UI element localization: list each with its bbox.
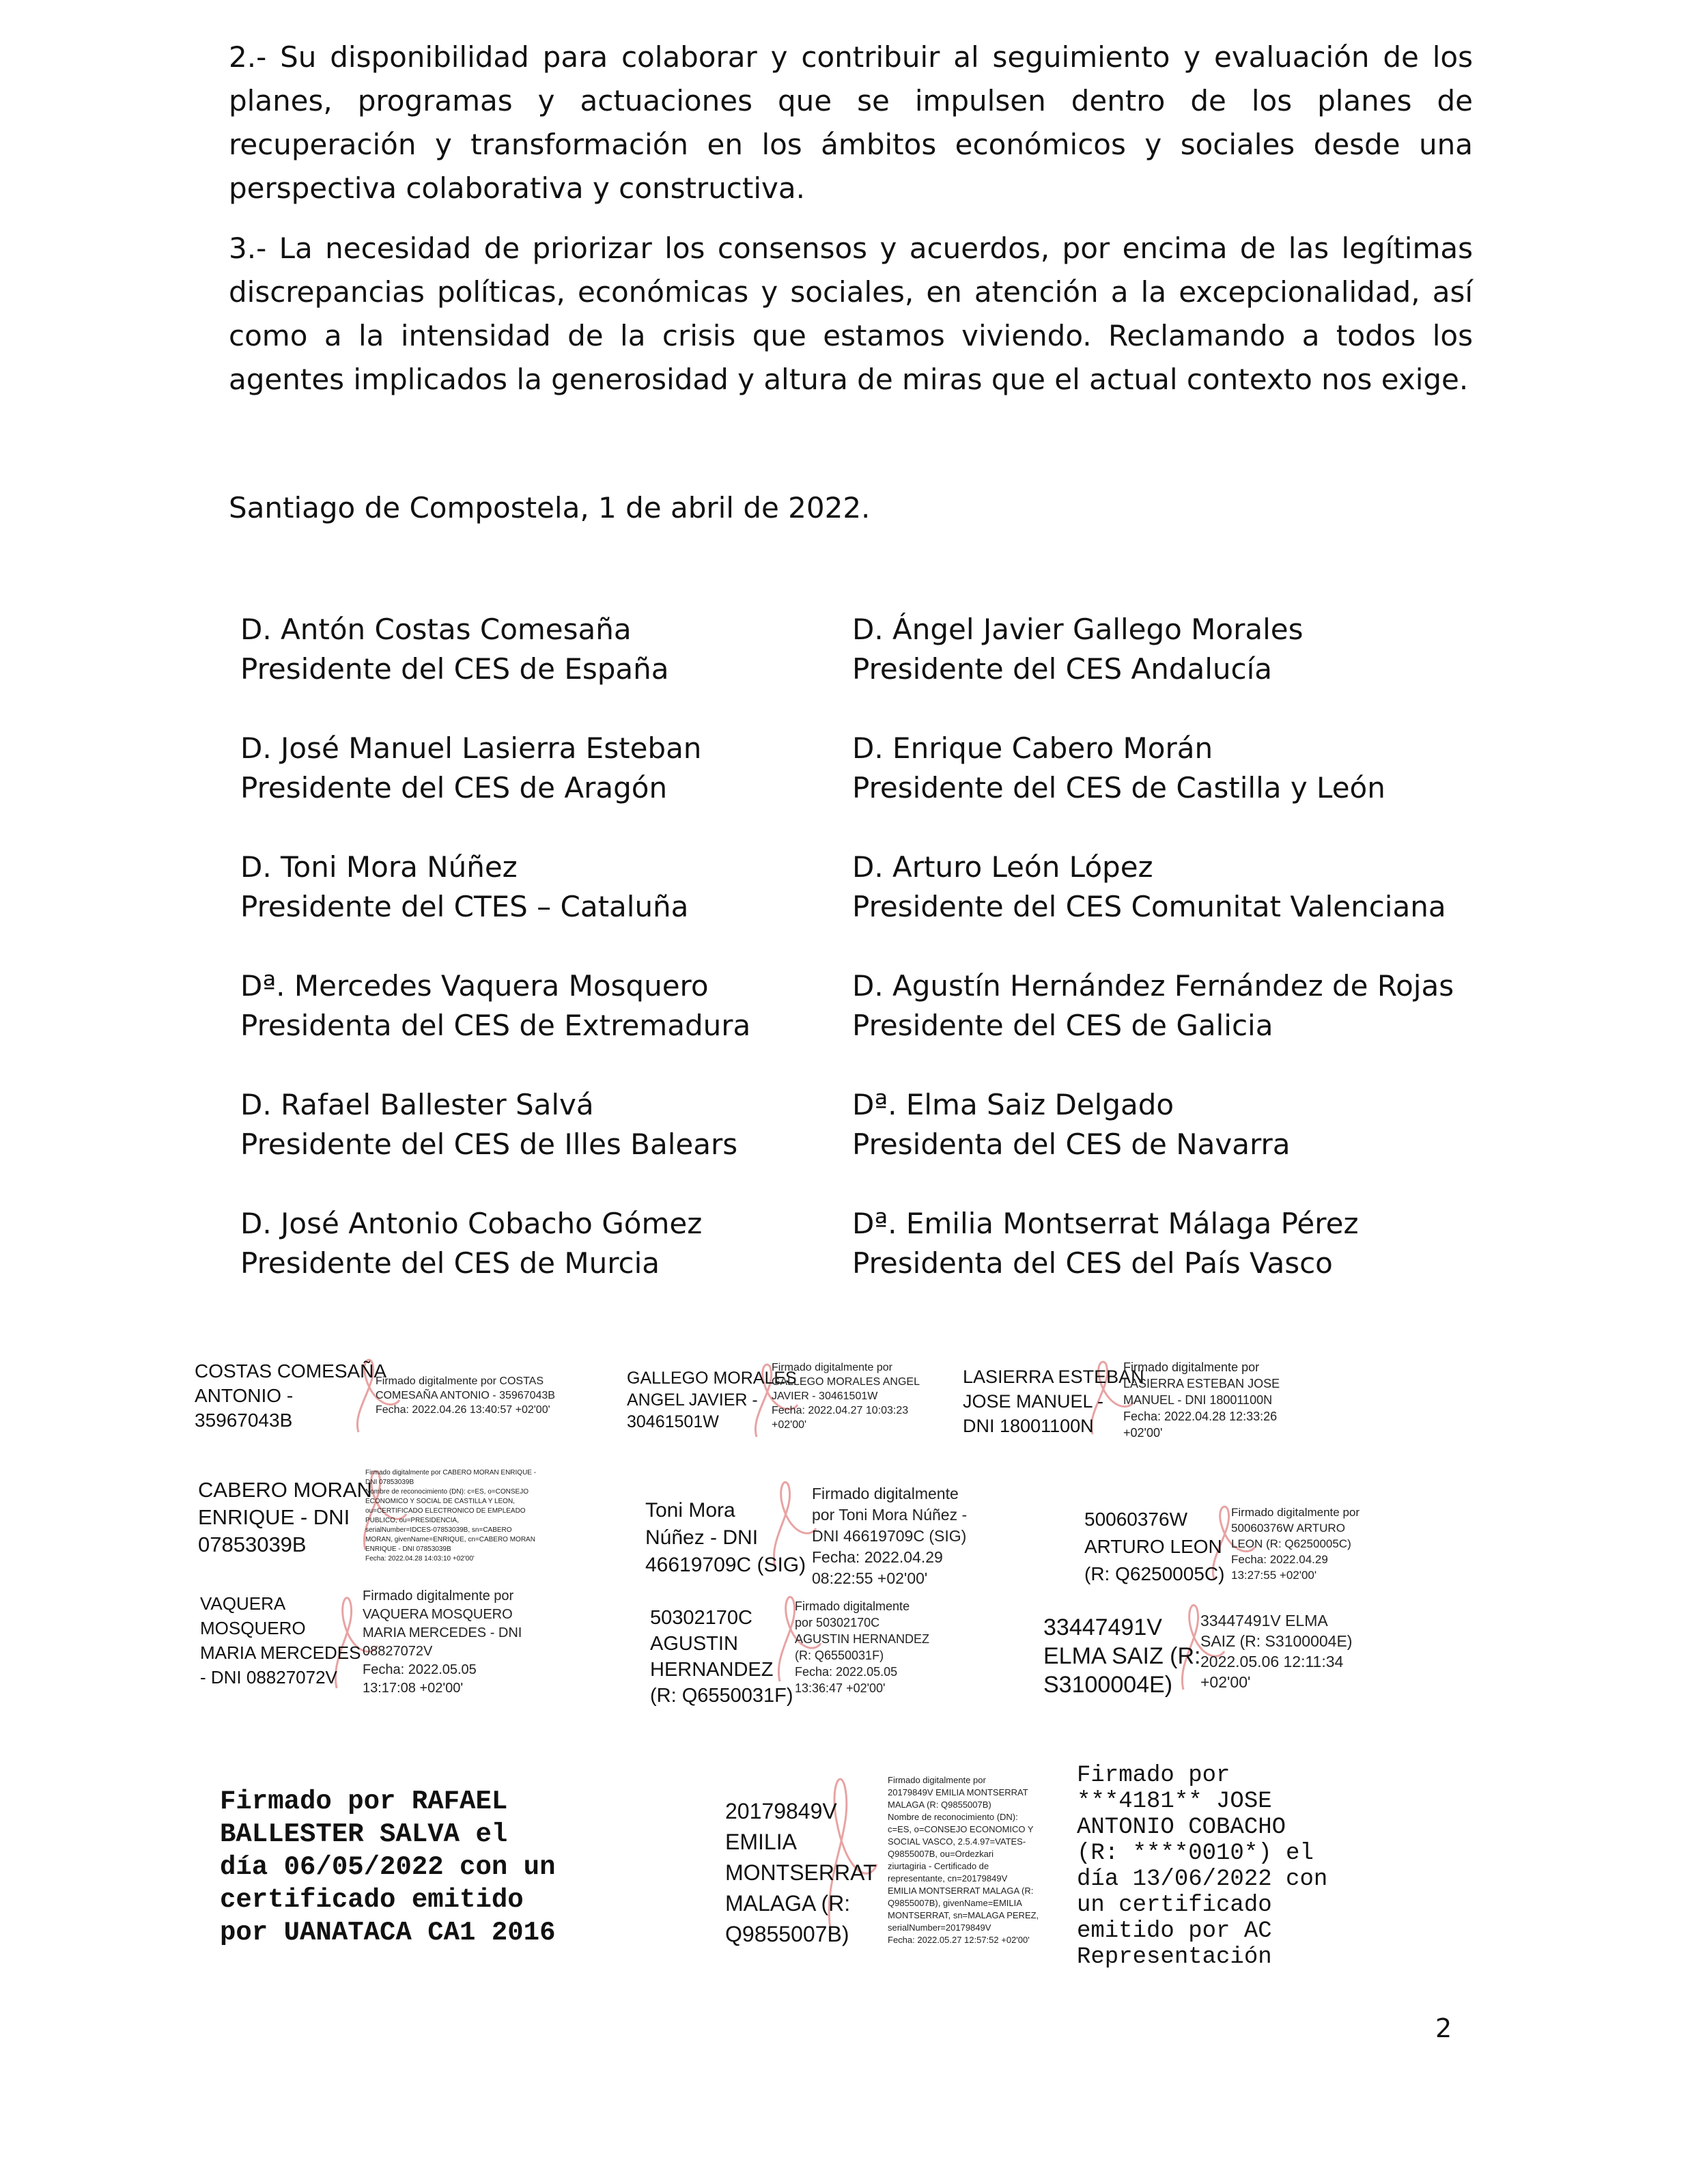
signature-detail: Firmado digitalmente por 50302170C AGUSTIN HERNANDEZ (R: Q6550031F) Fecha: 2022.05.05 13:36:47 +02'00' bbox=[795, 1599, 930, 1695]
signer-name: CABERO MORAN ENRIQUE - DNI 07853039B bbox=[198, 1478, 372, 1556]
signer-name: VAQUERA MOSQUERO MARIA MERCEDES - DNI 08827072V bbox=[200, 1593, 361, 1688]
signatory-costas bbox=[240, 610, 669, 689]
signatory-role: Presidente del CES Comunitat Valenciana bbox=[852, 890, 1446, 923]
signer-name: 50302170C AGUSTIN HERNANDEZ (R: Q6550031F) bbox=[650, 1607, 793, 1707]
signatory-ballester bbox=[240, 1085, 737, 1164]
signer-name: Toni Mora Núñez - DNI 46619709C (SIG) bbox=[645, 1499, 806, 1576]
signatory-role: Presidente del CES de Illes Balears bbox=[240, 1128, 738, 1161]
signature-detail: Firmado digitalmente por Toni Mora Núñez - DNI 46619709C (SIG) Fecha: 2022.04.29 08:22:55 +02'00' bbox=[812, 1485, 968, 1587]
signatory-cobacho bbox=[240, 1204, 702, 1283]
signatory-name: D. Toni Mora Núñez bbox=[240, 850, 518, 884]
signature-stamp-ballester: Firmado por RAFAEL BALLESTER SALVA el día 06/05/2022 con un certificado emitido por UANATACA CA1 2016 bbox=[220, 1787, 556, 1948]
signatory-name: Dª. Elma Saiz Delgado bbox=[852, 1088, 1174, 1121]
signer-name: 20179849V EMILIA MONTSERRAT MALAGA (R: Q9855007B) bbox=[725, 1799, 877, 1946]
signatory-saiz bbox=[852, 1085, 1291, 1164]
signatory-role: Presidente del CES de Castilla y León bbox=[852, 771, 1385, 804]
signer-name: GALLEGO MORALES ANGEL JAVIER - 30461501W bbox=[627, 1369, 797, 1431]
signatory-vaquera bbox=[240, 966, 750, 1046]
signature-detail: 33447491V ELMA SAIZ (R: S3100004E) 2022.05.06 12:11:34 +02'00' bbox=[1200, 1612, 1353, 1691]
signatory-role: Presidenta del CES de Navarra bbox=[852, 1128, 1291, 1161]
signature-detail: Firmado digitalmente por 50060376W ARTURO LEON (R: Q6250005C) Fecha: 2022.04.29 13:27:55 +02'00' bbox=[1231, 1506, 1360, 1582]
signatory-role: Presidente del CES de España bbox=[240, 652, 669, 686]
signatory-role: Presidente del CES de Galicia bbox=[852, 1009, 1273, 1042]
signatory-name: Dª. Emilia Montserrat Málaga Pérez bbox=[852, 1207, 1359, 1240]
signer-name: 33447491V ELMA SAIZ (R: S3100004E) bbox=[1043, 1614, 1201, 1698]
paragraph-3: 3.- La necesidad de priorizar los consensos y acuerdos, por encima de las legítimas discrepancias políticas, económicas y sociales, en atención a la excepcionalidad, así como a la intensidad de la crisis que estamos viviendo. Reclamando a todos los agentes implicados la generosidad y altura de miras que el actual contexto nos exige. bbox=[229, 232, 1473, 396]
signatory-role: Presidenta del CES de Extremadura bbox=[240, 1009, 751, 1042]
signatory-leon bbox=[852, 848, 1446, 927]
signer-name: 50060376W ARTURO LEON (R: Q6250005C) bbox=[1084, 1509, 1225, 1584]
paragraph-2: 2.- Su disponibilidad para colaborar y contribuir al seguimiento y evaluación de los planes, programas y actuaciones que se impulsen dentro de los planes de recuperación y transformación en los ámbitos económicos y sociales desde una perspectiva colaborativa y constructiva. bbox=[229, 40, 1473, 205]
signatory-name: D. Ángel Javier Gallego Morales bbox=[852, 613, 1304, 646]
signatory-hernandez bbox=[852, 966, 1454, 1046]
signatory-role: Presidente del CES de Aragón bbox=[240, 771, 668, 804]
signatory-role: Presidenta del CES del País Vasco bbox=[852, 1246, 1333, 1280]
signatory-name: D. Agustín Hernández Fernández de Rojas bbox=[852, 969, 1454, 1003]
signatory-malaga bbox=[852, 1204, 1359, 1283]
signature-detail: Firmado digitalmente por GALLEGO MORALES ANGEL JAVIER - 30461501W Fecha: 2022.04.27 10:03:23 +02'00' bbox=[772, 1362, 920, 1431]
signatory-name: Dª. Mercedes Vaquera Mosquero bbox=[240, 969, 709, 1003]
signature-detail: Firmado digitalmente por VAQUERA MOSQUERO MARIA MERCEDES - DNI 08827072V Fecha: 2022.05.05 13:17:08 +02'00' bbox=[363, 1588, 522, 1696]
signatory-cabero bbox=[852, 729, 1385, 808]
signatory-lasierra bbox=[240, 729, 701, 808]
signatory-name: D. Rafael Ballester Salvá bbox=[240, 1088, 594, 1121]
signatory-role: Presidente del CES Andalucía bbox=[852, 652, 1273, 686]
place-date: Santiago de Compostela, 1 de abril de 2022. bbox=[229, 491, 871, 524]
signatory-name: D. José Antonio Cobacho Gómez bbox=[240, 1207, 703, 1240]
signatory-name: D. Enrique Cabero Morán bbox=[852, 731, 1213, 765]
signatory-mora bbox=[240, 848, 688, 927]
signatory-role: Presidente del CES de Murcia bbox=[240, 1246, 660, 1280]
signature-detail: Firmado digitalmente por COSTAS COMESAÑA ANTONIO - 35967043B Fecha: 2022.04.26 13:40:57 +02'00' bbox=[376, 1375, 555, 1416]
signature-detail: Firmado digitalmente por 20179849V EMILIA MONTSERRAT MALAGA (R: Q9855007B) Nombre de reconocimiento (DN): c=ES, o=CONSEJO ECONOMICO Y SOCIAL VASCO, 2.5.4.97=VATES- Q9855007B, ou=Ordezkari ziurtagiria - Certificado de representante, cn=20179849V EMILIA MONTSERRAT MALAGA (R: Q9855007B), givenName=EMILIA MONTSERRAT, sn=MALAGA PEREZ, serialNumber=20179849V Fecha: 2022.05.27 12:57:52 +02'00' bbox=[888, 1775, 1039, 1945]
signatory-role: Presidente del CTES – Cataluña bbox=[240, 890, 689, 923]
signature-detail: Firmado digitalmente por CABERO MORAN ENRIQUE - DNI 07853039B Nombre de reconocimiento (DN): c=ES, o=CONSEJO ECONOMICO Y SOCIAL DE CASTILLA Y LEON, ou=CERTIFICADO ELECTRONICO DE EMPLEADO PUBLICO, ou=PRESIDENCIA, serialNumber=IDCES-07853039B, sn=CABERO MORAN, givenName=ENRIQUE, cn=CABERO MORAN ENRIQUE - DNI 07853039B Fecha: 2022.04.28 14:03:10 +02'00' bbox=[365, 1469, 537, 1563]
signature-detail: Firmado digitalmente por LASIERRA ESTEBAN JOSE MANUEL - DNI 18001100N Fecha: 2022.04.28 12:33:26 +02'00' bbox=[1123, 1360, 1280, 1440]
signer-name: COSTAS COMESAÑA ANTONIO - 35967043B bbox=[195, 1360, 387, 1431]
signatory-name: D. Arturo León López bbox=[852, 850, 1153, 884]
signer-name: LASIERRA ESTEBAN JOSE MANUEL - DNI 18001100N bbox=[963, 1367, 1144, 1436]
page-number: 2 bbox=[1435, 2013, 1452, 2043]
signatory-gallego bbox=[852, 610, 1304, 689]
signature-stamp-cobacho: Firmado por ***4181** JOSE ANTONIO COBACHO (R: ****0010*) el día 13/06/2022 con un certificado emitido por AC Representación bbox=[1077, 1763, 1328, 1970]
signatory-name: D. José Manuel Lasierra Esteban bbox=[240, 731, 702, 765]
signatory-name: D. Antón Costas Comesaña bbox=[240, 613, 632, 646]
